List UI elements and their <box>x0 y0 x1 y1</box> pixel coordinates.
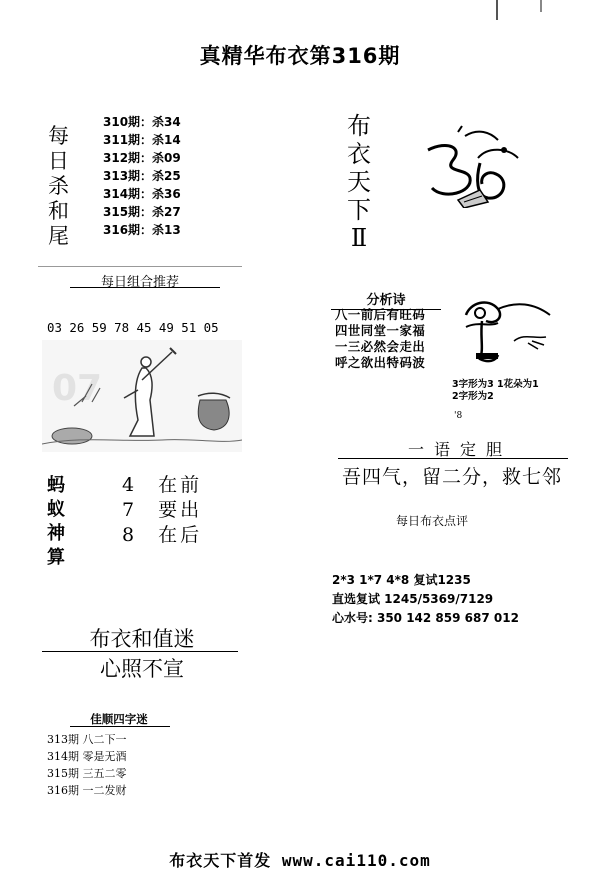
poem-title: 分析诗 <box>331 289 441 310</box>
tick-note: '8 <box>454 411 463 421</box>
list-item: 313期：杀25 <box>103 169 181 183</box>
ant-god-row <box>122 520 202 547</box>
riddle-answer: 心照不宣 <box>100 657 184 681</box>
bet-line: 2*3 1*7 4*8 复试1235 <box>332 573 471 587</box>
kill-tail-label-char: 杀 <box>48 174 69 198</box>
list-item: 316期 一二发财 <box>47 784 127 797</box>
brand-char: Ⅱ <box>350 224 368 252</box>
sage-illustration <box>42 340 242 452</box>
ant-god-char: 蚂 <box>47 475 65 496</box>
ant-god-char: 神 <box>47 523 65 544</box>
poem-line: 四世同堂一家福 <box>335 323 426 338</box>
divider <box>338 458 568 459</box>
riddle-title: 布衣和值迷 <box>89 627 195 651</box>
poem-line: 八一前后有旺码 <box>335 307 426 322</box>
brand-char: 衣 <box>347 140 371 168</box>
page-title: 真精华布衣第316期 <box>199 44 401 68</box>
shape-note: 3字形为3 1花朵为1 <box>452 379 539 390</box>
brand-char: 下 <box>347 196 371 224</box>
ant-god-row <box>122 470 202 497</box>
list-item: 312期：杀09 <box>103 151 181 165</box>
footer: 布衣天下首发 www.cai110.com <box>169 851 431 870</box>
kill-tail-label <box>48 124 72 249</box>
daily-review-title: 每日布衣点评 <box>396 514 469 528</box>
svg-text:07: 07 <box>52 368 103 409</box>
list-item: 315期：杀27 <box>103 205 181 219</box>
shape-note: 2字形为2 <box>452 391 494 402</box>
bet-line: 直选复试 1245/5369/7129 <box>332 592 494 606</box>
list-item: 311期：杀14 <box>103 133 181 147</box>
list-item: 316期：杀13 <box>103 223 181 237</box>
corner-mark <box>496 0 502 20</box>
kill-tail-label-char: 和 <box>48 199 69 223</box>
ant-god-text: 要出 <box>158 499 203 521</box>
kill-tail-label-char: 尾 <box>48 224 69 248</box>
yiyu-title: 一语定胆 <box>407 440 512 459</box>
list-item: 315期 三五二零 <box>47 767 127 780</box>
divider <box>42 651 238 652</box>
combo-title-underline <box>70 287 220 288</box>
kill-tail-label-char: 日 <box>48 149 69 173</box>
ant-god-char: 蚁 <box>47 499 65 520</box>
brand-vertical <box>345 112 373 252</box>
ant-god-num: 7 <box>122 499 138 521</box>
bet-line: 心水号: 350 142 859 687 012 <box>332 611 519 625</box>
poem-body <box>335 307 425 371</box>
corner-mark <box>540 0 546 12</box>
four-word-list <box>47 731 127 799</box>
kill-tail-label-char: 每 <box>48 124 69 148</box>
combo-title: 每日组合推荐 <box>100 275 179 290</box>
list-item: 313期 八二下一 <box>47 733 127 746</box>
brand-char: 布 <box>347 112 371 140</box>
ant-god-num: 4 <box>122 474 138 496</box>
ant-god-char: 算 <box>47 547 65 568</box>
figure-drawing <box>458 293 558 373</box>
divider <box>70 726 170 727</box>
list-item: 310期：杀34 <box>103 115 181 129</box>
bets-list <box>332 571 519 628</box>
shape-notes <box>452 379 539 403</box>
ant-god-row <box>122 495 202 522</box>
four-word-title: 佳顺四字迷 <box>90 712 148 726</box>
yiyu-text: 吾四气，留二分，救七邻 <box>342 466 563 488</box>
kill-tail-list <box>103 113 181 239</box>
poem-line: 一三必然会走出 <box>335 339 426 354</box>
ant-god-num: 8 <box>122 524 138 546</box>
ant-god-text: 在前 <box>158 474 203 496</box>
combo-row: 03 26 59 78 45 49 51 05 <box>47 320 219 335</box>
poem-line: 呼之欲出特码波 <box>335 355 426 370</box>
list-item: 314期：杀36 <box>103 187 181 201</box>
brand-char: 天 <box>347 168 371 196</box>
ant-god-text: 在后 <box>158 524 203 546</box>
list-item: 314期 零是无酒 <box>47 750 127 763</box>
ant-god-label <box>47 474 69 570</box>
calligraphy-drawing <box>418 118 558 208</box>
